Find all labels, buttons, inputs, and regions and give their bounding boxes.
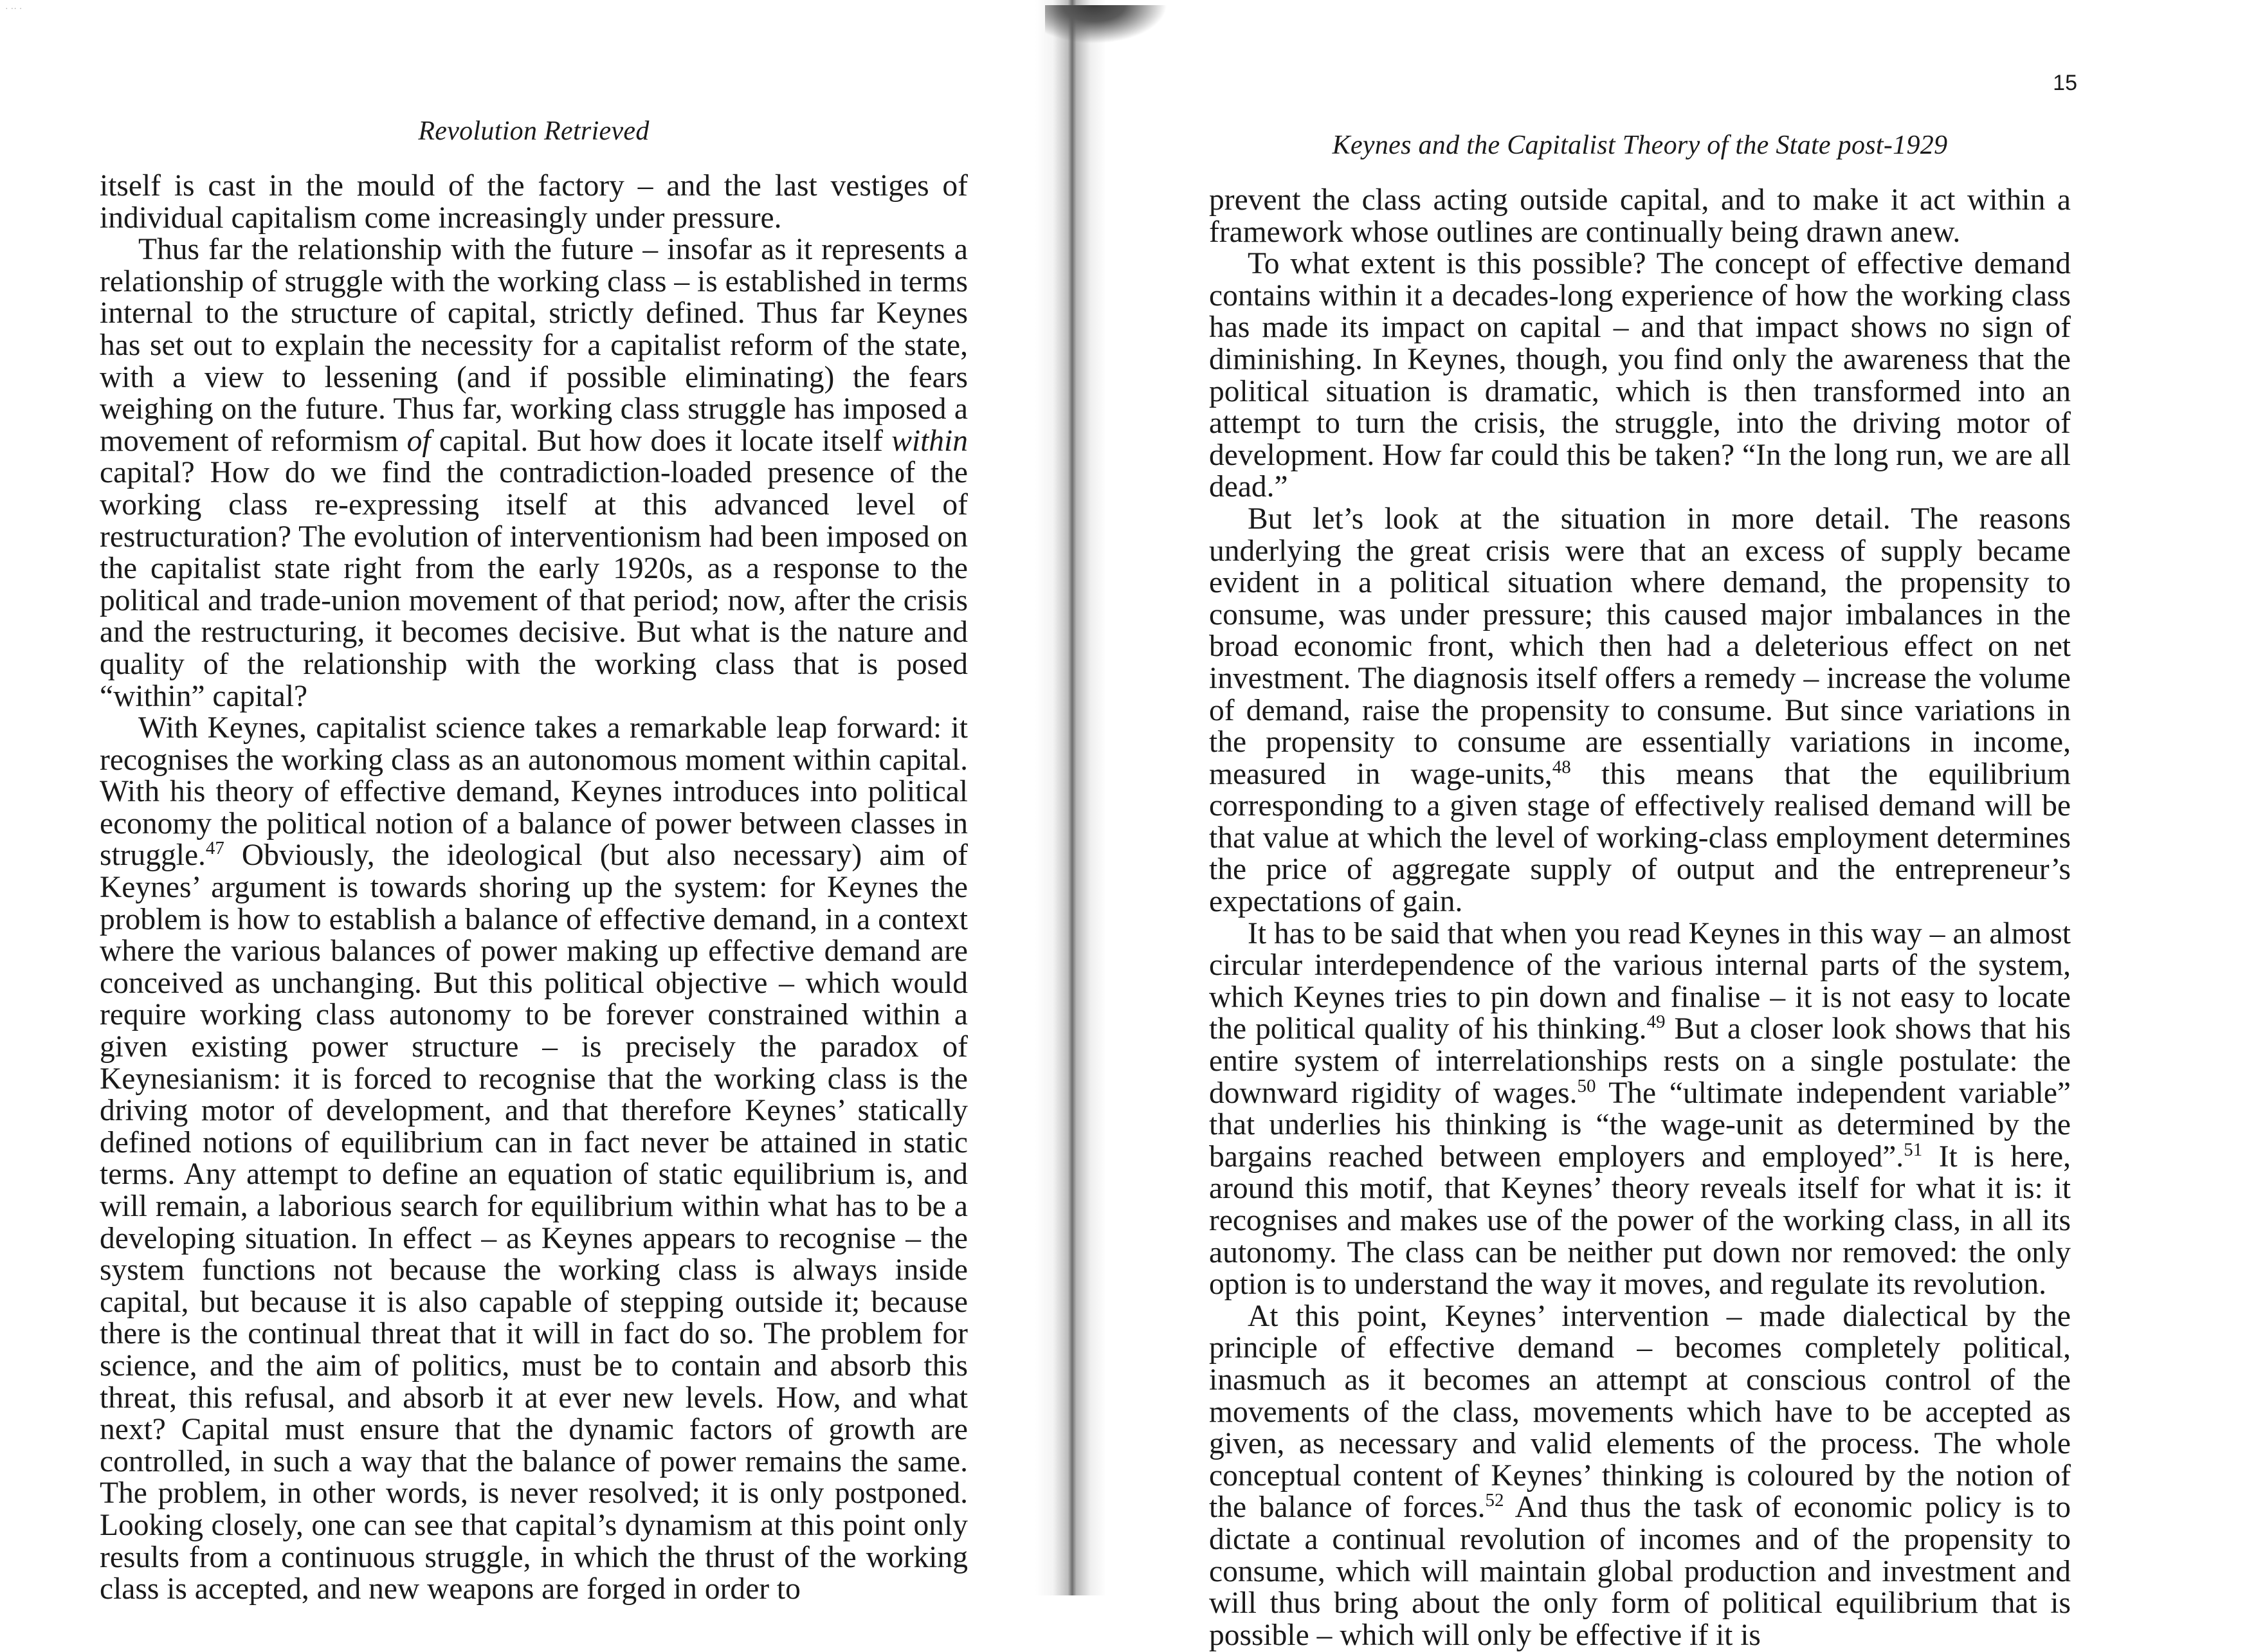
paragraph-text: And thus the task of economic policy is to dictate a continual revolution of incomes and of the propensity to consume, which will maintain global production and investment and will thus bring about the only form of political equilibrium that is possible – which will only be effective if it is — [1209, 1491, 2071, 1652]
left-body-text — [100, 170, 968, 1606]
footnote-ref: 49 — [1646, 1012, 1666, 1033]
footnote-ref: 51 — [1904, 1139, 1923, 1160]
paragraph-text: capital? How do we find the contradiction-loaded presence of the working class re-expressing itself at this advanced level of restructuration? The evolution of interventionism had been imposed on the capitalist state right from the early 1920s, as a response to the political and trade-union movement of that period; now, after the crisis and the restructuring, it becomes decisive. But what is the nature and quality of the relationship with the working class that is posed “within” capital? — [100, 456, 968, 713]
footnote-ref: 50 — [1577, 1075, 1596, 1096]
paragraph — [1209, 504, 2071, 918]
paragraph — [1209, 918, 2071, 1301]
paragraph-text: The “ultimate independent variable” that underlies his thinking is “the wage-unit as determined by the bargains reached between employers and employed”. — [1209, 1076, 2071, 1174]
paragraph-text: prevent the class acting outside capital, and to make it act within a framework whose outlines are continually being drawn anew. — [1209, 183, 2071, 249]
emphasis-text: of — [406, 424, 431, 458]
paragraph — [100, 234, 968, 713]
gutter-binding-mark — [1045, 5, 1167, 44]
paragraph — [100, 170, 968, 234]
paragraph-text: It has to be said that when you read Keynes in this way – an almost circular interdependence of the various internal parts of the system, which Keynes tries to pin down and finalise – it is not easy to locate the political quality of his thinking. — [1209, 916, 2071, 1046]
emphasis-text: within — [891, 424, 969, 458]
left-running-head: Revolution Retrieved — [418, 116, 650, 146]
paragraph — [100, 713, 968, 1606]
paragraph — [1209, 185, 2071, 248]
paragraph-text: At this point, Keynes’ intervention – made dialectical by the principle of effective demand – becomes completely political, inasmuch as it becomes an attempt at conscious control of the movements of the class, movements which have to be accepted as given, as necessary and valid elements of the process. The whole conceptual content of Keynes’ thinking is coloured by the notion of the balance of forces. — [1209, 1299, 2071, 1525]
paragraph-text: To what extent is this possible? The concept of effective demand contains within it a decades-long experience of how the working class has made its impact on capital – and that impact shows no sign of diminishing. In Keynes, though, you find only the awareness that the political situation is dramatic, which is then transformed into an attempt to turn the crisis, the struggle, into the driving motor of development. How far could this be taken? “In the long run, we are all dead.” — [1209, 247, 2071, 504]
footnote-ref: 52 — [1485, 1490, 1504, 1511]
paragraph — [1209, 248, 2071, 504]
scan-corner-mark: · ·· · — [5, 3, 23, 13]
paragraph — [1209, 1301, 2071, 1652]
paragraph-text: But let’s look at the situation in more detail. The reasons underlying the great crisis were that an excess of supply became evident in a political situation where demand, the propensity to consume, was under pressure; this caused major imbalances in the broad economic front, which then had a deleterious effect on net investment. The diagnosis itself offers a remedy – increase the volume of demand, raise the propensity to consume. But since variations in the propensity to consume are essentially variations in income, measured in wage-units, — [1209, 502, 2071, 791]
page-number: 15 — [2053, 71, 2077, 95]
footnote-ref: 47 — [205, 838, 224, 859]
paragraph-text: But a closer look shows that his entire system of interrelationships rests on a single postulate: the downward rigidity of wages. — [1209, 1012, 2071, 1110]
paragraph-text: With Keynes, capitalist science takes a remarkable leap forward: it recognises the working class as an autonomous moment within capital. With his theory of effective demand, Keynes introduces into political economy the political notion of a balance of power between classes in struggle. — [100, 711, 968, 873]
right-body-text — [1209, 185, 2071, 1651]
paragraph-text: this means that the equilibrium corresponding to a given stage of effectively realised demand will be that value at which the level of working-class employment determines the price of aggregate supply of output and the entrepreneur’s expectations of gain. — [1209, 757, 2071, 919]
book-gutter-shadow — [1035, 0, 1106, 1595]
paragraph-text: itself is cast in the mould of the factory – and the last vestiges of individual capitalism come increasingly under pressure. — [100, 169, 968, 235]
paragraph-text: capital. But how does it locate itself — [430, 424, 892, 458]
right-running-head: Keynes and the Capitalist Theory of the State post-1929 — [1332, 131, 1948, 160]
footnote-ref: 48 — [1552, 756, 1571, 777]
paragraph-text: Obviously, the ideological (but also necessary) aim of Keynes’ argument is towards shoring up the system: for Keynes the problem is how to establish a balance of effective demand, in a context where the various balances of power making up effective demand are conceived as unchanging. But this political objective – which would require working class autonomy to be forever constrained within a given existing power structure – is precisely the paradox of Keynesianism: it is forced to recognise that the working class is the driving motor of development, and that therefore Keynes’ statically defined notions of equilibrium can in fact never be attained in static terms. Any attempt to define an equation of static equilibrium is, and will remain, a laborious search for equilibrium within what has to be a developing situation. In effect – as Keynes appears to recognise – the system functions not because the working class is always inside capital, but because it is also capable of stepping outside it; because there is the continual threat that it will in fact do so. The problem for science, and the aim of politics, must be to contain and absorb this threat, this refusal, and absorb it at ever new levels. How, and what next? Capital must ensure that the dynamic factors of growth are controlled, in such a way that the balance of power remains the same. The problem, in other words, is never resolved; it is only postponed. Looking closely, one can see that capital’s dynamism at this point only results from a continuous struggle, in which the thrust of the working class is accepted, and new weapons are forged in order to — [100, 839, 968, 1606]
paragraph-text: Thus far the relationship with the future – insofar as it represents a relationship of struggle with the working class – is established in terms internal to the structure of capital, strictly defined. Thus far Keynes has set out to explain the necessity for a capitalist reform of the state, with a view to lessening (and if possible eliminating) the fears weighing on the future. Thus far, working class struggle has imposed a movement of reformism — [100, 233, 968, 458]
paragraph-text: It is here, around this motif, that Keynes’ theory reveals itself for what it is: it recognises and makes use of the power of the working class, in all its autonomy. The class can be neither put down nor removed: the only option is to understand the way it moves, and regulate its revolution. — [1209, 1139, 2071, 1302]
